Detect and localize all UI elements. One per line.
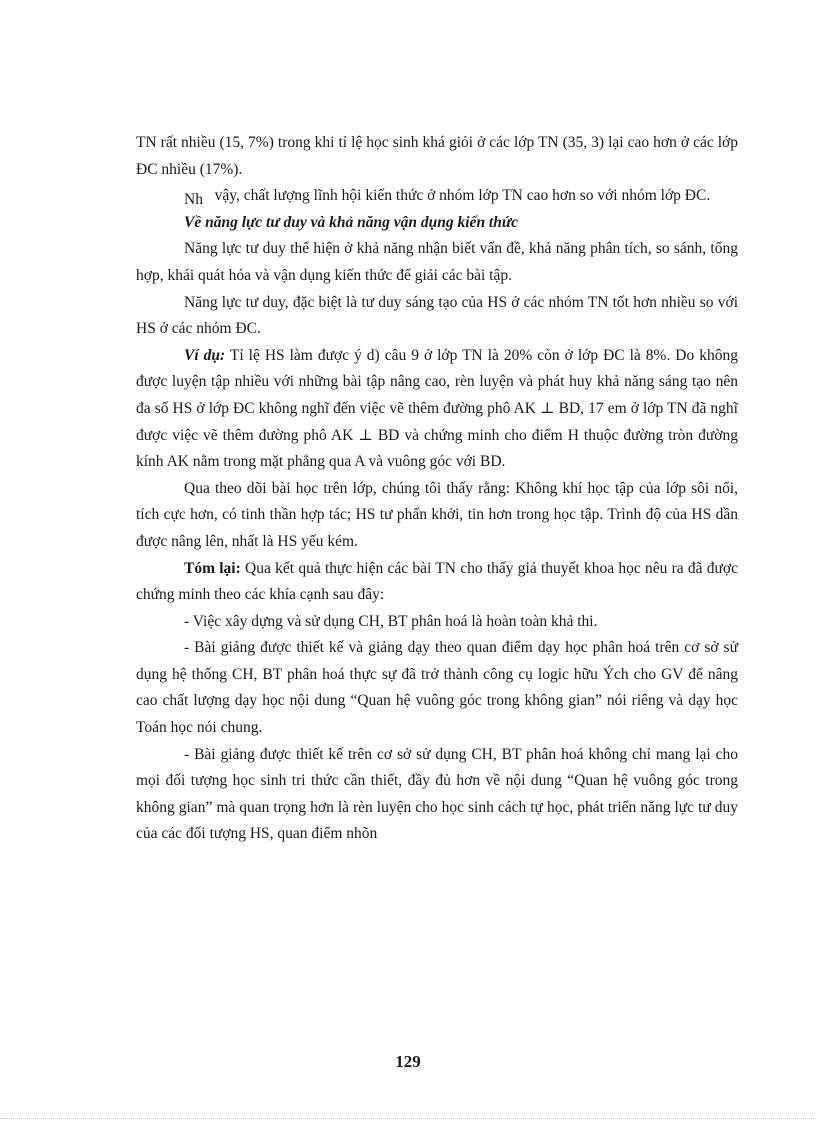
paragraph-observation: Qua theo dõi bài học trên lớp, chúng tôi thấy rằng: Không khí học tập của lớp sôi nổi, tích cực hơn, có tinh thần hợp tác; HS tư phấn khởi, tin hơn trong học tập. Trình độ của HS dần được nâng lên, nhất là HS yếu kém. [136,479,738,550]
paragraph-example: Ví dụ: Tỉ lệ HS làm được ý d) câu 9 ở lớp TN là 20% còn ở lớp ĐC là 8%. Do không được luyện tập nhiều với những bài tập nâng cao, rèn luyện và phát huy khả năng sáng tạo nên đa số HS ở lớp ĐC không nghĩ đến việc vẽ thêm đường phô AK ⊥ BD, 17 em ở lớp TN đã nghĩ được việc vẽ thêm đường phô AK ⊥ BD và chứng minh cho điểm H thuộc đường tròn đường kính AK nằm trong mặt phẳng qua A và vuông góc với BD. [136,346,738,471]
page-number: 129 [395,1052,421,1071]
example-label: Ví dụ: [184,346,226,364]
paragraph-conclusion-quality: Nh vậy, chất lượng lĩnh hội kiến thức ở nhóm lớp TN cao hơn so với nhóm lớp ĐC. [184,187,711,209]
body-text [136,130,738,848]
paragraph-thinking-ability: Năng lực tư duy thể hiện ở khả năng nhận biết vấn đề, khả năng phân tích, so sánh, tổng hợp, khái quát hóa và vận dụng kiến thức để giải các bài tập. [136,240,738,284]
paragraph-creative-thinking: Năng lực tư duy, đặc biệt là tư duy sáng tạo của HS ở các nhóm TN tốt hơn nhiều so với HS ở các nhóm ĐC. [136,293,738,338]
page-bottom-divider [0,1118,816,1119]
inline-word-nh: Nh [184,191,203,209]
list-item-lesson-design: - Bài giảng được thiết kế và giảng dạy theo quan điểm dạy học phân hoá trên cơ sở sử dụng hệ thống CH, BT phân hoá thực sự đã trở thành công cụ logic hữu Ých cho GV để nâng cao chất lượng dạy học nội dung “Quan hệ vuông góc trong không gian” nói riêng và dạy học Toán học nói chung. [136,639,738,737]
paragraph-summary: Tóm lại: Qua kết quả thực hiện các bài TN cho thấy giả thuyết khoa học nêu ra đã được chứng minh theo các khía cạnh sau đây: [136,559,739,604]
paragraph-continuation: TN rất nhiều (15, 7%) trong khi tỉ lệ học sinh khá giỏi ở các lớp TN (35, 3) lại cao hơn ở các lớp ĐC nhiều (17%). [136,134,738,178]
summary-label: Tóm lại: [184,559,241,577]
list-item-feasible: - Việc xây dựng và sử dụng CH, BT phân hoá là hoàn toàn khả thi. [184,612,598,630]
section-heading: Về năng lực tư duy và khả năng vận dụng kiến thức [184,213,519,231]
list-item-lesson-benefits: - Bài giảng được thiết kế trên cơ sở sử dụng CH, BT phân hoá không chỉ mang lại cho mọi đối tượng học sinh tri thức cần thiết, đầy đủ hơn về nội dung “Quan hệ vuông góc trong không gian” mà quan trọng hơn là rèn luyện cho học sinh cách tự học, phát triển năng lực tư duy của các đối tượng HS, quan điểm nhõn [136,745,738,843]
